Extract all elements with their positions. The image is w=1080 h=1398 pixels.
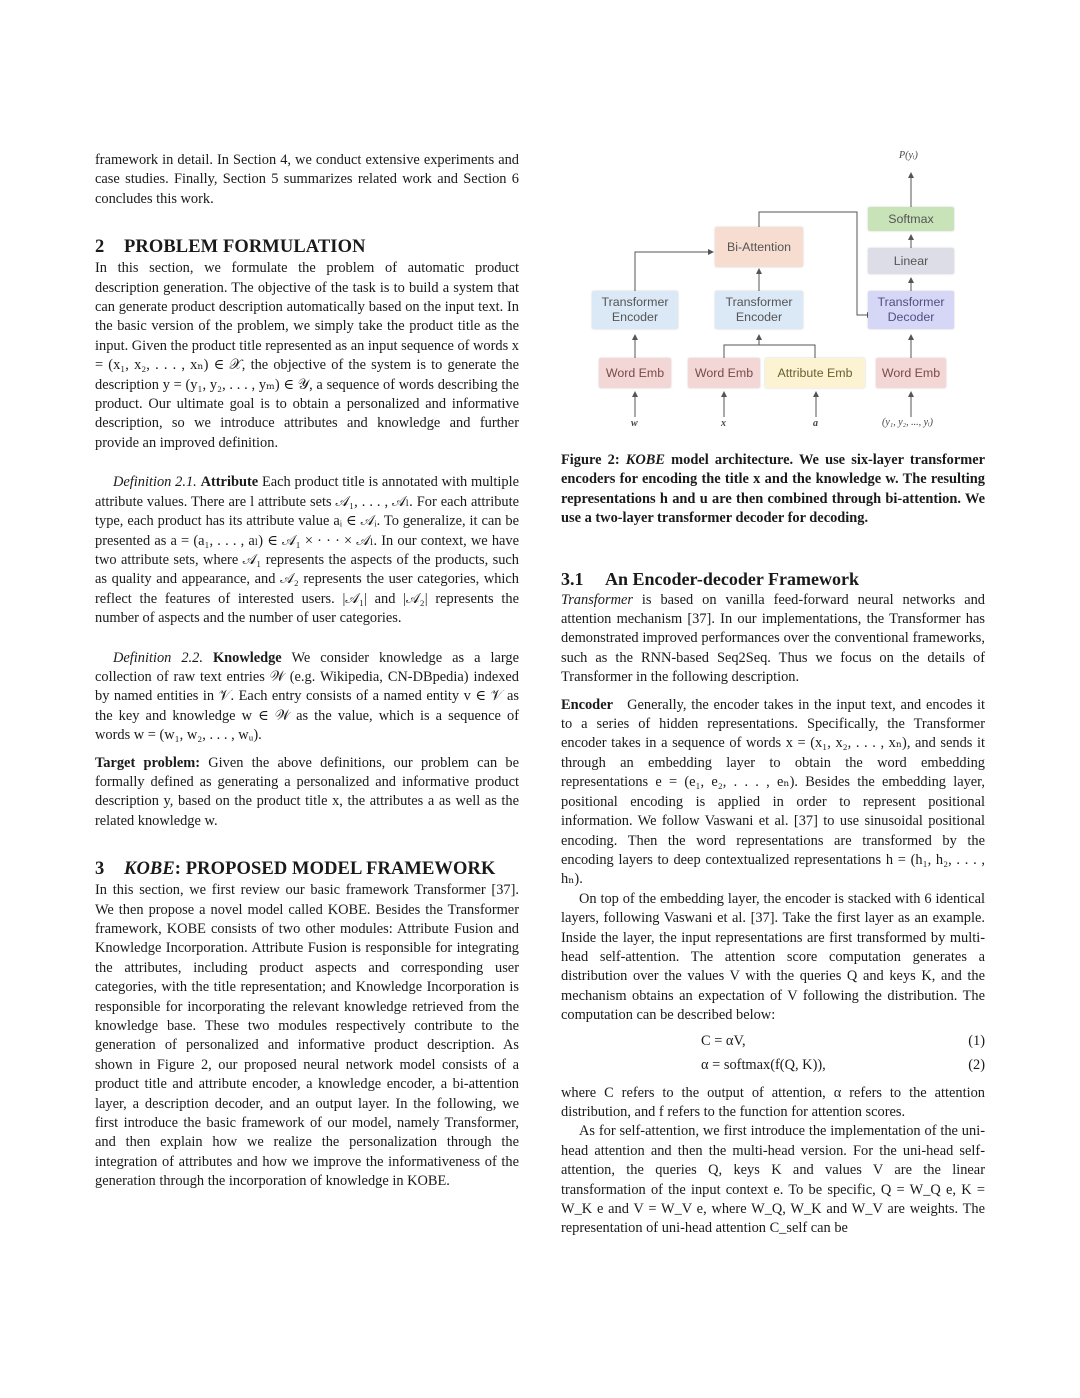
output-probability-label: P(yᵢ) xyxy=(899,150,918,161)
equation-1-expression: C = αV, xyxy=(701,1032,746,1049)
figure-2-caption xyxy=(561,451,985,529)
section-3-paragraph: In this section, we first review our basic framework Transformer [37]. We then propose a novel model called KOBE. Besides the Transformer framework, KOBE consists of two other modules: Attribute Fusion and Knowledge Incorporation. Attribute Fusion is responsible for integrating the attributes, including product aspects and corresponding user categories, with the title representation; and Knowledge Incorporation is responsible for incorporating the relevant knowledge retrieved from the knowledge base. These two modules respectively contribute to the generation of personalized and informative product description. As shown in Figure 2, our proposed neural network model consists of a product title and attribute encoder, a knowledge encoder, a bi-attention layer, a description decoder, and an output layer. In the following, we first introduce the basic framework of our model, namely Transformer, and then explain how we realize the personalization through the integration of attributes and how we improve the informativeness of the generation through the incorporation of knowledge in KOBE. xyxy=(95,882,519,1190)
equation-2-expression: α = softmax(f(Q, K)), xyxy=(701,1056,826,1073)
transformer-encoder-knowledge-box: Transformer Encoder xyxy=(592,291,678,329)
encoder-paragraph xyxy=(561,696,985,890)
section-3-title-italic: KOBE xyxy=(124,859,175,880)
equation-1 xyxy=(561,1032,985,1056)
encoder-label: Encoder xyxy=(561,696,613,713)
figure-2-caption-label: Figure 2: xyxy=(561,452,620,468)
word-emb-knowledge-box: Word Emb xyxy=(599,358,671,388)
left-column xyxy=(95,151,519,1192)
section-3-1-number: 3.1 xyxy=(561,568,584,589)
definition-2-1-text: Each product title is annotated with multiple attribute values. There are l attribute sets 𝒜₁, . . . , 𝒜ₗ. For each attribute type, each product has its attribute value aᵢ ∈ 𝒜ᵢ. To generalize, it can be presented as a = (a₁, . . . , aₗ) ∈ 𝒜₁ × · · · × 𝒜ₗ. In our context, we have two attribute sets, where 𝒜₁ represents the aspects of the products, such as quality and appearance, and 𝒜₂ represents the user categories, which reflect the features of interested users. |𝒜₁| and |𝒜₂| represents the number of aspects and the number of user categories. xyxy=(95,474,519,627)
section-3-1-title: An Encoder-decoder Framework xyxy=(605,568,859,589)
attribute-emb-box: Attribute Emb xyxy=(765,358,865,388)
right-column xyxy=(561,451,985,1239)
figure-2-diagram xyxy=(585,145,980,445)
definition-2-2-term: Knowledge xyxy=(212,649,282,666)
intro-paragraph: framework in detail. In Section 4, we conduct extensive experiments and case studies. Finally, Section 5 summarizes related work and Section 6 concludes this work. xyxy=(95,152,519,207)
word-emb-title-box: Word Emb xyxy=(688,358,760,388)
section-2-number: 2 xyxy=(95,237,105,258)
input-w-label: w xyxy=(631,418,638,429)
section-2-paragraph: In this section, we formulate the problem of automatic product description generation. The objective of the task is to build a system that can generate product description automatically based on the input text. In the basic version of the problem, we simply take the product title as the input. Given the product title represented as an input sequence of words x = (x₁, x₂, . . . , xₙ) ∈ 𝒳, the objective of the system is to generate the description y = (y₁, y₂, . . . , yₘ) ∈ 𝒴, a sequence of words describing the product. Our ultimate goal is to obtain a personalized and informative description, so we introduce attributes and knowledge and further provide an improved definition. xyxy=(95,260,520,451)
section-3-1-heading xyxy=(561,567,985,591)
section-3-title-rest: : PROPOSED MODEL FRAMEWORK xyxy=(174,859,496,880)
bi-attention-box: Bi-Attention xyxy=(715,227,803,267)
softmax-box: Softmax xyxy=(868,207,954,231)
definition-2-1-term: Attribute xyxy=(200,474,259,491)
stack-paragraph: On top of the embedding layer, the encoder is stacked with 6 identical layers, following Vaswani et al. [37]. Take the first layer as an example. Inside the layer, the input representations are first transformed by multi-head self-attention. The attention score computation generates a distribution over the values V with the queries Q and keys K, and the mechanism obtains an expectation of V following the distribution. The computation can be described below: xyxy=(561,890,985,1024)
definition-2-2-text: We consider knowledge as a large collection of raw text entries 𝒲 (e.g. Wikipedia, CN-DBpedia) indexed by named entities in 𝒱. Each entry consists of a named entity v ∈ 𝒱 as the key and knowledge w ∈ 𝒲 as the value, which is a sequence of words w = (w₁, w₂, . . . , wᵤ). xyxy=(95,649,519,744)
section-2-title: PROBLEM FORMULATION xyxy=(124,237,366,258)
figure-2-caption-model: KOBE xyxy=(625,452,665,468)
target-problem xyxy=(95,754,519,832)
figure-2-caption-text: model architecture. We use six-layer transformer encoders for encoding the title x and the knowledge w. The resulting representations h and u are then combined through bi-attention. We use a two-layer transformer decoder for decoding. xyxy=(561,452,985,527)
linear-box: Linear xyxy=(868,248,954,274)
self-attention-paragraph: As for self-attention, we first introduce the implementation of the uni-head attention and then the multi-head version. For the uni-head self-attention, the queries Q, keys K and values V are the linear transformation of the input context e. To be specific, Q = W_Q e, K = W_K e and V = W_V e, where W_Q, W_K and W_V are weights. The representation of uni-head attention C_self can be xyxy=(561,1123,985,1237)
definition-2-1-label: Definition 2.1. xyxy=(113,474,197,491)
transformer-encoder-title-box: Transformer Encoder xyxy=(715,291,803,329)
section-3-heading xyxy=(95,857,519,881)
target-problem-label: Target problem: xyxy=(95,754,200,771)
word-emb-decoder-box: Word Emb xyxy=(876,358,946,388)
equation-2 xyxy=(561,1056,985,1080)
definition-2-1 xyxy=(95,473,519,628)
definition-2-2 xyxy=(95,649,519,746)
where-paragraph: where C refers to the output of attention, α refers to the attention distribution, and f refers to the function for attention scores. xyxy=(561,1084,985,1120)
definition-2-2-label: Definition 2.2. xyxy=(113,649,203,666)
section-3-number: 3 xyxy=(95,859,105,880)
transformer-term: Transformer xyxy=(561,591,633,608)
encoder-paragraph-text: Generally, the encoder takes in the input text, and encodes it to a series of hidden representations. Specifically, the Transformer encoder takes in a sequence of words x = (x₁, x₂, . . . , xₙ), and sends it through an embedding layer to obtain the word embedding representations e = (e₁, e₂, . . . , eₙ). Besides the embedding layer, positional encoding is applied in order to represent positional information. We follow Vaswani et al. [37] to use sinusoidal positional encoding. Then the word representations are transformed by the encoding layers to deep contextualized representations h = (h₁, h₂, . . . , hₙ). xyxy=(561,696,986,888)
input-y-sequence-label: (y₁, y₂, ..., yᵢ) xyxy=(882,417,934,428)
transformer-paragraph xyxy=(561,591,985,688)
equation-2-number: (2) xyxy=(968,1056,985,1073)
transformer-paragraph-text: is based on vanilla feed-forward neural networks and attention mechanism [37]. In our implementations, the Transformer has demonstrated improved performances over the conventional frameworks, such as the RNN-based Seq2Seq. Thus we focus on the details of Transformer in the following description. xyxy=(561,591,985,686)
transformer-decoder-box: Transformer Decoder xyxy=(868,291,954,329)
input-x-label: x xyxy=(721,418,726,429)
equation-1-number: (1) xyxy=(968,1032,985,1049)
input-a-label: a xyxy=(813,418,818,429)
section-2-heading xyxy=(95,235,519,259)
target-problem-text: Given the above definitions, our problem can be formally defined as generating a personalized and informative product description y, based on the product title x, the attributes a as well as the related knowledge w. xyxy=(95,754,519,829)
